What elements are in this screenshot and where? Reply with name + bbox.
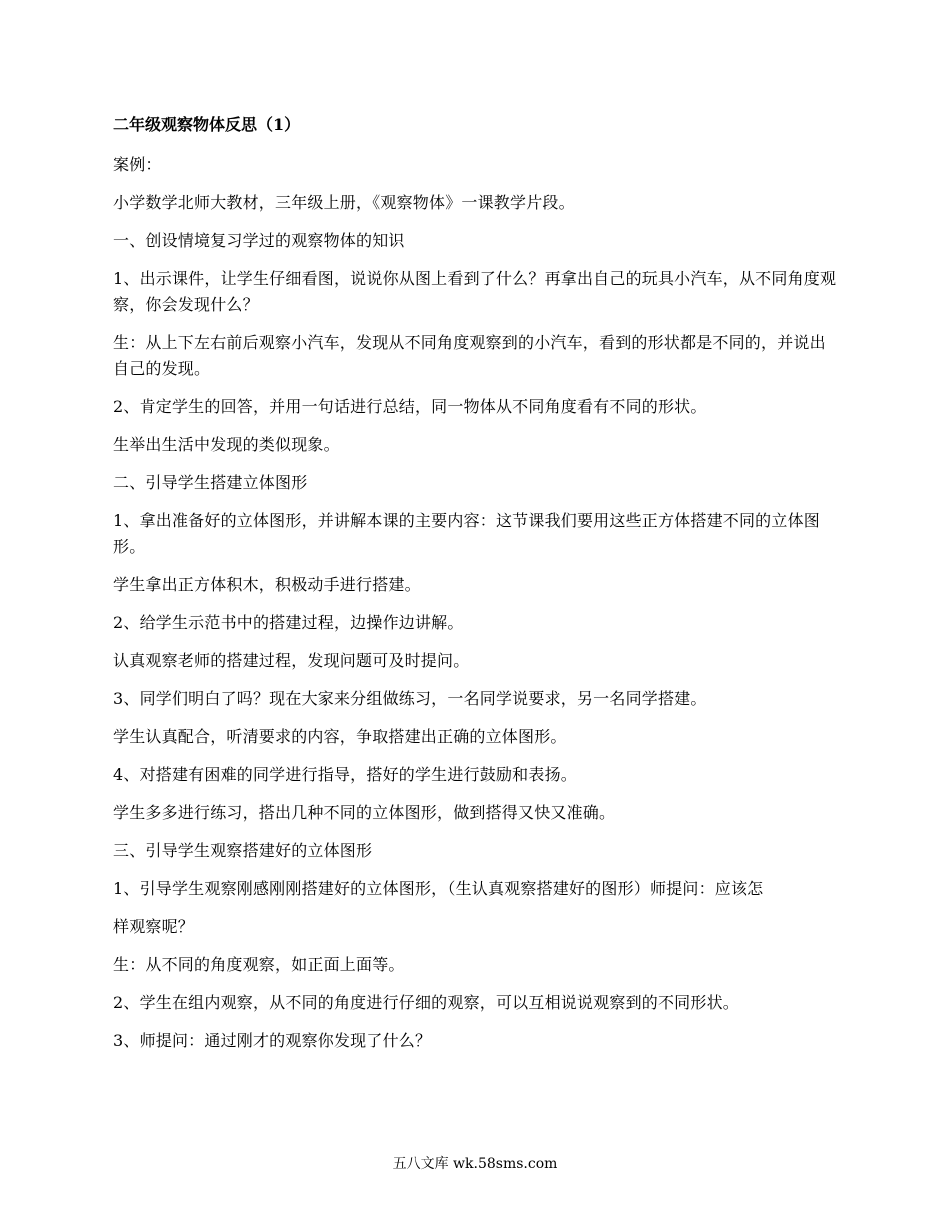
page-footer: 五八文库 wk.58sms.com — [392, 1156, 558, 1172]
paragraph: 1、出示课件，让学生仔细看图，说说你从图上看到了什么？再拿出自己的玩具小汽车，从不同角度观察，你会发现什么？ — [113, 269, 837, 314]
paragraph: 生：从上下左右前后观察小汽车，发现从不同角度观察到的小汽车，看到的形状都是不同的，并说出自己的发现。 — [113, 333, 826, 378]
paragraph-intro: 小学数学北师大教材，三年级上册，《观察物体》一课教学片段。 — [113, 193, 575, 212]
paragraph: 认真观察老师的搭建过程，发现问题可及时提问。 — [113, 651, 470, 670]
paragraph: 2、肯定学生的回答，并用一句话进行总结，同一物体从不同角度看有不同的形状。 — [113, 397, 707, 416]
paragraph: 样观察呢？ — [113, 917, 195, 936]
section-heading-2: 二、引导学生搭建立体图形 — [113, 473, 308, 492]
paragraph: 4、对搭建有困难的同学进行指导，搭好的学生进行鼓励和表扬。 — [113, 765, 577, 784]
paragraph: 生举出生活中发现的类似现象。 — [113, 435, 340, 454]
paragraph: 学生多多进行练习，搭出几种不同的立体图形，做到搭得又快又准确。 — [113, 803, 616, 822]
paragraph: 1、拿出准备好的立体图形，并讲解本课的主要内容：这节课我们要用这些正方体搭建不同的立体图形。 — [113, 511, 820, 556]
paragraph: 2、给学生示范书中的搭建过程，边操作边讲解。 — [113, 613, 464, 632]
paragraph-case-label: 案例： — [113, 155, 162, 174]
paragraph: 学生拿出正方体积木，积极动手进行搭建。 — [113, 575, 421, 594]
section-heading-1: 一、创设情境复习学过的观察物体的知识 — [113, 231, 405, 250]
paragraph: 学生认真配合，听清要求的内容，争取搭建出正确的立体图形。 — [113, 727, 567, 746]
paragraph: 2、学生在组内观察，从不同的角度进行仔细的观察，可以互相说说观察到的不同形状。 — [113, 993, 739, 1012]
paragraph: 3、师提问：通过刚才的观察你发现了什么？ — [113, 1031, 432, 1050]
document-body — [113, 112, 838, 1066]
paragraph: 3、同学们明白了吗？现在大家来分组做练习，一名同学说要求，另一名同学搭建。 — [113, 689, 707, 708]
paragraph: 1、引导学生观察刚感刚刚搭建好的立体图形，（生认真观察搭建好的图形）师提问：应该怎 — [113, 879, 764, 898]
section-heading-3: 三、引导学生观察搭建好的立体图形 — [113, 841, 373, 860]
document-title: 二年级观察物体反思（1） — [113, 115, 301, 134]
paragraph: 生：从不同的角度观察，如正面上面等。 — [113, 955, 405, 974]
